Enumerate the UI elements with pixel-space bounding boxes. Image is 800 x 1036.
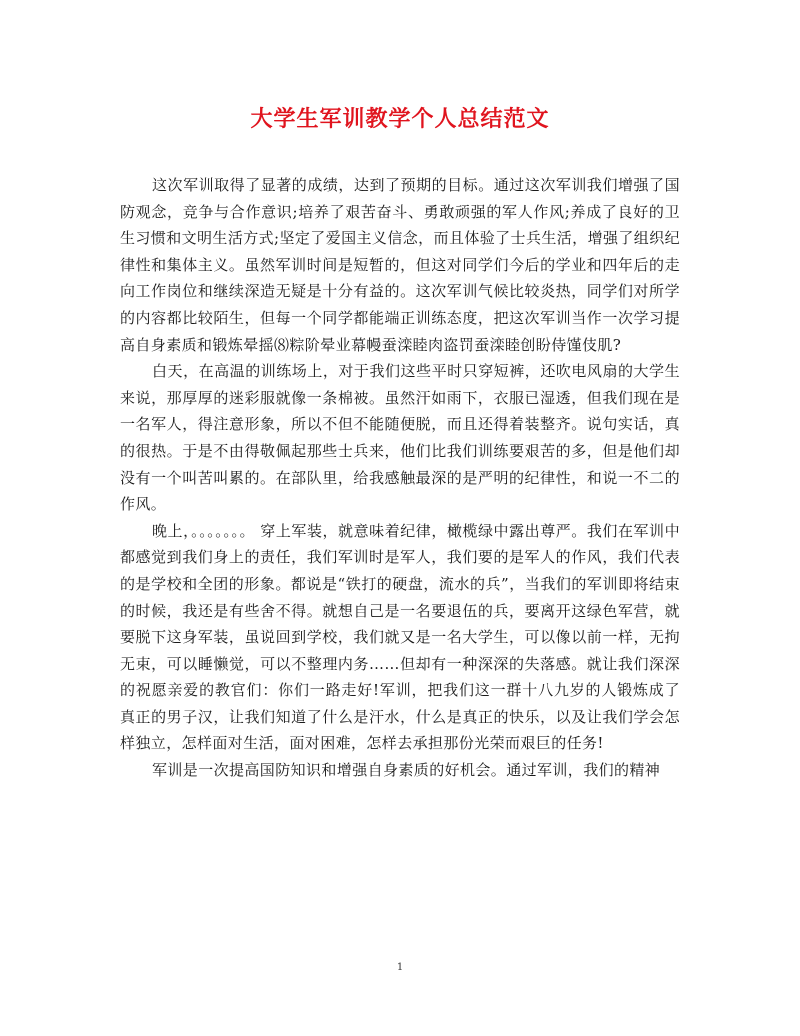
paragraph-3: 晚上，。。。。。。。 穿上军装，就意味着纪律，橄榄绿中露出尊严。我们在军训中都感觉到我们身上的责任，我们军训时是军人，我们要的是军人的作风，我们代表的是学校和全团的形象。都说是“铁打的硬盘，流水的兵”，当我们的军训即将结束的时候，我还是有些舍不得。就想自己是一名要退伍的兵，要离开这绿色军营，就要脱下这身军装，虽说回到学校，我们就又是一名大学生，可以像以前一样，无拘无束，可以睡懒觉，可以不整理内务……但却有一种深深的失落感。就让我们深深的祝愿亲爱的教官们：你们一路走好!军训，把我们这一群十八九岁的人锻炼成了真正的男子汉，让我们知道了什么是汗水，什么是真正的快乐，以及让我们学会怎样独立，怎样面对生活，面对困难，怎样去承担那份光荣而艰巨的任务!: [120, 521, 680, 753]
paragraph-4: 军训是一次提高国防知识和增强自身素质的好机会。通过军训，我们的精神: [152, 761, 661, 780]
document-body: [120, 172, 680, 784]
page-number: 1: [396, 962, 404, 973]
paragraph-1: 这次军训取得了显著的成绩，达到了预期的目标。通过这次军训我们增强了国防观念，竞争与合作意识;培养了艰苦奋斗、勇敢顽强的军人作风;养成了良好的卫生习惯和文明生活方式;坚定了爱国主义信念，而且体验了士兵生活，增强了组织纪律性和集体主义。虽然军训时间是短暂的，但这对同学们今后的学业和四年后的走向工作岗位和继续深造无疑是十分有益的。这次军训气候比较炎热，同学们对所学的内容都比较陌生，但每一个同学都能端正训练态度，把这次军训当作一次学习提高自身素质和锻炼晕摇⑻粽阶晕业幕幔蚕滦睦肉盗罚蚕滦睦创盼侍馑伎肌?: [120, 176, 680, 354]
paragraph-2: 白天，在高温的训练场上，对于我们这些平时只穿短裤，还吹电风扇的大学生来说，那厚厚的迷彩服就像一条棉被。虽然汗如雨下，衣服已湿透，但我们现在是一名军人，得注意形象，所以不但不能随便脱，而且还得着装整齐。说句实话，真的很热。于是不由得敬佩起那些士兵来，他们比我们训练要艰苦的多，但是他们却没有一个叫苦叫累的。在部队里，给我感触最深的是严明的纪律性，和说一不二的作风。: [120, 362, 680, 514]
document-title: 大学生军训教学个人总结范文: [250, 106, 550, 132]
